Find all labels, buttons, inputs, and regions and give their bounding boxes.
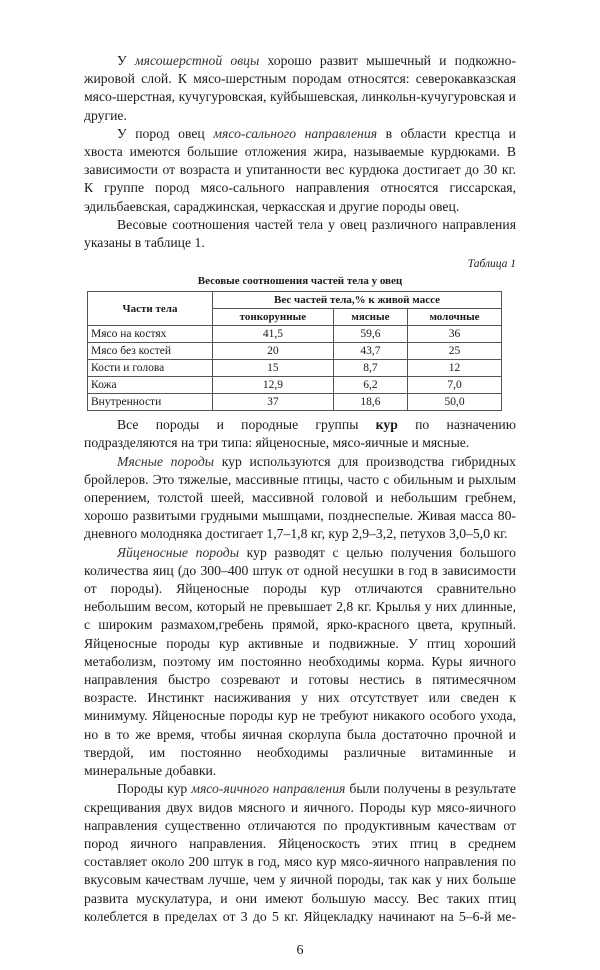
cell: 59,6 <box>333 326 407 343</box>
cell: 8,7 <box>333 360 407 377</box>
cell: 20 <box>213 343 334 360</box>
cell: 12,9 <box>213 377 334 394</box>
text: кур используются для производства гибридных бройлеров. Это тяжелые, массивные птицы, часто с обильным и рыхлым оперением, толстой шеей, массивной головой и небольшим гребнем, хорошо развитыми грудными мышцами, позднеспелые. Живая масса 80-дневного молодняка достигает 1,7–1,8 кг, кур 2,9–3,2, петухов 3,0–5,0 кг. <box>84 453 516 542</box>
header-col: тонкорунные <box>213 309 334 326</box>
table-title: Весовые соотношения частей тела у овец <box>197 275 403 288</box>
cell: 6,2 <box>333 377 407 394</box>
table-row <box>88 343 502 360</box>
cell: 43,7 <box>333 343 407 360</box>
italic-term: мясо-сального направления <box>213 125 378 141</box>
cell: 7,0 <box>408 377 502 394</box>
text: Породы кур <box>117 781 192 797</box>
text: У пород овец <box>117 125 214 141</box>
cell: 41,5 <box>213 326 334 343</box>
paragraph-meat-fat-sheep <box>84 125 516 216</box>
italic-term: мясошерстной овцы <box>134 53 260 68</box>
header-parts: Части тела <box>88 292 213 326</box>
paragraph-chicken-types <box>84 416 516 452</box>
cell: 36 <box>408 326 502 343</box>
cell: 37 <box>213 394 334 411</box>
text: Весовые соотношения частей тела у овец различного направления указаны в таблице 1. <box>84 216 516 251</box>
body-parts-table <box>87 291 502 411</box>
text: были получены в результате скрещивания двух видов мясного и яичного. Породы кур мясо-яичного направления существенно отличаются по продуктивным качествам от пород яичного направления. Яйценоскость этих птиц в среднем составляет около 200 штук в год, мясо кур мясо-яичного направления по вкусовым качествам лучше, чем у яичной породы, так как у них больше развита мускулатура, и они имеют большую массу. Вес таких птиц колеблется в пределах от 3 до 5 кг. Яйцекладку начинают на 5–6-й ме- <box>84 781 516 924</box>
table-row <box>88 394 502 411</box>
cell: 50,0 <box>408 394 502 411</box>
italic-term: Мясные породы <box>117 453 215 469</box>
text: в области крестца и хвоста имеются большие отложения жира, называемые курдюками. В зависимости от возраста и упитанности вес курдюка достигает до 30 кг. К группе пород мясо-сального направления относятся гиссарская, эдильбаевская, сараджинская, черкасская и другие породы овец. <box>84 125 516 214</box>
cell: 25 <box>408 343 502 360</box>
table-number: Таблица 1 <box>467 258 516 271</box>
row-name: Мясо на костях <box>88 326 213 343</box>
row-name: Внутренности <box>88 394 213 411</box>
cell: 18,6 <box>333 394 407 411</box>
bold-term: кур <box>375 417 398 433</box>
table-row <box>88 360 502 377</box>
paragraph-egg-chickens <box>84 544 516 781</box>
header-col: молочные <box>408 309 502 326</box>
table-row <box>88 326 502 343</box>
italic-term: Яйценосные породы <box>117 544 239 560</box>
cell: 15 <box>213 360 334 377</box>
text: по назначению подразделяются на три типа: яйценосные, мясо-яичные и мясные. <box>84 417 516 451</box>
text: Все породы и породные группы <box>117 417 376 433</box>
paragraph-meat-chickens <box>84 453 516 544</box>
text: хорошо развит мышечный и подкожно-жировой слой. К мясо-шерстным породам относятся: северокавказская мясо-шерстная, кучугуровская, куйбышевская, линкольн-кучугуровская и другие. <box>84 53 516 123</box>
page-number: 6 <box>296 942 304 958</box>
header-col: мясные <box>333 309 407 326</box>
header-group: Вес частей тела,% к живой массе <box>213 292 502 309</box>
table-row <box>88 377 502 394</box>
row-name: Мясо без костей <box>88 343 213 360</box>
paragraph-meat-egg-chickens <box>84 780 516 926</box>
paragraph-table-ref <box>84 216 516 252</box>
cell: 12 <box>408 360 502 377</box>
row-name: Кости и голова <box>88 360 213 377</box>
row-name: Кожа <box>88 377 213 394</box>
italic-term: мясо-яичного направления <box>191 781 346 797</box>
paragraph-meat-wool-sheep <box>84 52 516 125</box>
page-body <box>84 0 516 970</box>
text: У <box>117 53 135 68</box>
text: кур разводят с целью получения большого количества яиц (до 300–400 штук от одной несушки в год в зависимости от породы). Яйценосные породы кур отличаются сравнительно небольшим весом, который не превышает 2,8 кг. Крылья у них длинные, с широким размахом,гребень прямой, ярко-красного цвета, крупный. Яйценосные породы кур активные и подвижные. У птиц хороший метаболизм, поэтому им постоянно необходимы корма. Куры яичного направления быстро созревают и готовы нестись в пятимесячном возрасте. Инстинкт насиживания у них отсутствует или сведен к минимуму. Яйценосные породы кур не требуют никакого особого ухода, но в то же время, чтобы яичная скорлупа была достаточно прочной и твердой, им постоянно необходимы различные витаминные и минеральные добавки. <box>84 544 516 779</box>
